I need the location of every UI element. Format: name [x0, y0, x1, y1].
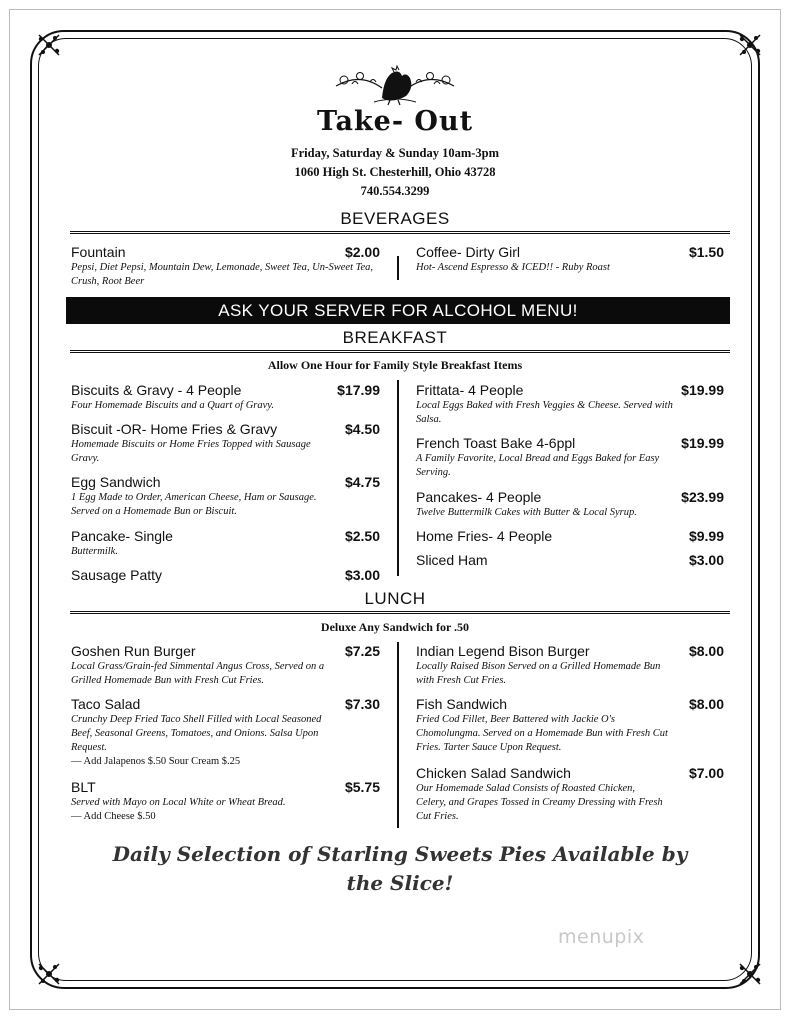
item-price: $4.50 [344, 421, 380, 437]
corner-ornament-icon [35, 960, 63, 988]
corner-ornament-icon [35, 31, 63, 59]
item-addon: — Add Jalapenos $.50 Sour Cream $.25 [71, 756, 241, 767]
breakfast-heading: BREAKFAST [342, 328, 448, 347]
item-name: French Toast Bake 4-6ppl [416, 435, 576, 451]
corner-ornament-icon [736, 31, 764, 59]
menu-item [416, 435, 681, 480]
item-price: $9.99 [688, 528, 724, 544]
item-description: Homemade Biscuits or Home Fries Topped with Sausage Gravy. [71, 439, 311, 464]
item-price: $7.30 [344, 696, 380, 712]
item-addon: — Add Cheese $.50 [71, 811, 156, 822]
item-description: Hot- Ascend Espresso & ICED!! - Ruby Roast [416, 262, 610, 273]
item-price: $3.00 [344, 567, 380, 583]
hours: Friday, Saturday & Sunday 10am-3pm [290, 146, 500, 160]
item-price: $2.50 [344, 528, 380, 544]
item-name: Coffee- Dirty Girl [416, 244, 520, 260]
item-name: Pancakes- 4 People [416, 489, 542, 505]
item-name: Goshen Run Burger [71, 643, 196, 659]
item-description: Buttermilk. [71, 546, 118, 557]
menu-item [416, 382, 676, 427]
rooster-logo-icon [330, 62, 460, 106]
item-name: Taco Salad [71, 696, 141, 712]
item-description: A Family Favorite, Local Bread and Eggs Baked for Easy Serving. [416, 453, 660, 478]
section-divider [70, 611, 730, 615]
lunch-heading: LUNCH [364, 589, 426, 608]
menu-item [416, 528, 676, 544]
item-price: $4.75 [344, 474, 380, 490]
pies-announcement: Daily Selection of Starling Sweets Pies Available by the Slice! [112, 842, 688, 895]
item-description: Pepsi, Diet Pepsi, Mountain Dew, Lemonade, Sweet Tea, Un-Sweet Tea, Crush, Root Beer [71, 262, 374, 287]
item-description: Our Homemade Salad Consists of Roasted Chicken, Celery, and Grapes Tossed in Creamy Dressing with Fresh Cut Fries. [416, 783, 663, 822]
item-description: Served with Mayo on Local White or Wheat Bread. [71, 797, 286, 808]
beverages-heading: BEVERAGES [340, 209, 450, 228]
column-divider [397, 380, 399, 576]
item-name: BLT [71, 779, 96, 795]
address: 1060 High St. Chesterhill, Ohio 43728 [294, 165, 496, 179]
item-name: Sausage Patty [71, 567, 163, 583]
item-description: Locally Raised Bison Served on a Grilled Homemade Bun with Fresh Cut Fries. [416, 661, 661, 686]
page-title: Take- Out [316, 106, 474, 137]
menu-item [416, 552, 676, 568]
item-name: Chicken Salad Sandwich [416, 765, 571, 781]
menu-item [416, 244, 676, 275]
lunch-note: Deluxe Any Sandwich for .50 [320, 620, 470, 634]
item-price: $19.99 [681, 435, 724, 451]
menu-item [416, 643, 671, 688]
item-name: Egg Sandwich [71, 474, 161, 490]
item-description: Twelve Buttermilk Cakes with Butter & Local Syrup. [416, 507, 637, 518]
menu-item [416, 696, 676, 755]
column-divider [397, 256, 399, 280]
menu-item [71, 643, 336, 688]
section-divider [70, 231, 730, 235]
watermark: menupix [558, 926, 645, 948]
item-price: $7.25 [344, 643, 380, 659]
corner-ornament-icon [736, 960, 764, 988]
breakfast-note: Allow One Hour for Family Style Breakfast Items [267, 358, 523, 372]
item-price: $2.00 [344, 244, 380, 260]
item-description: 1 Egg Made to Order, American Cheese, Ham or Sausage. Served on a Homemade Bun or Biscuit. [71, 492, 317, 517]
item-price: $19.99 [681, 382, 724, 398]
item-price: $1.50 [688, 244, 724, 260]
item-name: Biscuit -OR- Home Fries & Gravy [71, 421, 278, 437]
item-description: Local Grass/Grain-fed Simmental Angus Cross, Served on a Grilled Homemade Bun with Fresh Cut Fries. [71, 661, 325, 686]
item-price: $8.00 [688, 643, 724, 659]
item-name: Fountain [71, 244, 126, 260]
item-price: $8.00 [688, 696, 724, 712]
column-divider [397, 642, 399, 828]
item-price: $5.75 [344, 779, 380, 795]
menu-item [416, 765, 666, 824]
item-name: Fish Sandwich [416, 696, 508, 712]
item-description: Local Eggs Baked with Fresh Veggies & Cheese. Served with Salsa. [416, 400, 673, 425]
item-name: Indian Legend Bison Burger [416, 643, 590, 659]
item-name: Frittata- 4 People [416, 382, 524, 398]
alcohol-menu-banner: ASK YOUR SERVER FOR ALCOHOL MENU! [66, 297, 730, 324]
item-price: $7.00 [688, 765, 724, 781]
menu-item [71, 696, 331, 769]
item-name: Biscuits & Gravy - 4 People [71, 382, 242, 398]
menu-item [416, 489, 681, 520]
item-description: Fried Cod Fillet, Beer Battered with Jackie O's Chomolungma. Served on a Homemade Bun with Fresh Cut Fries. Tarter Sauce Upon Request. [416, 714, 668, 753]
item-name: Pancake- Single [71, 528, 173, 544]
item-price: $17.99 [337, 382, 380, 398]
item-name: Home Fries- 4 People [416, 528, 553, 544]
item-description: Four Homemade Biscuits and a Quart of Gravy. [71, 400, 274, 411]
item-price: $23.99 [681, 489, 724, 505]
section-divider [70, 350, 730, 354]
item-price: $3.00 [688, 552, 724, 568]
item-description: Crunchy Deep Fried Taco Shell Filled with Local Seasoned Beef, Seasonal Greens, Tomatoes, and Onions. Salsa Upon Request. [71, 714, 322, 753]
phone: 740.554.3299 [360, 184, 430, 198]
item-name: Sliced Ham [416, 552, 488, 568]
